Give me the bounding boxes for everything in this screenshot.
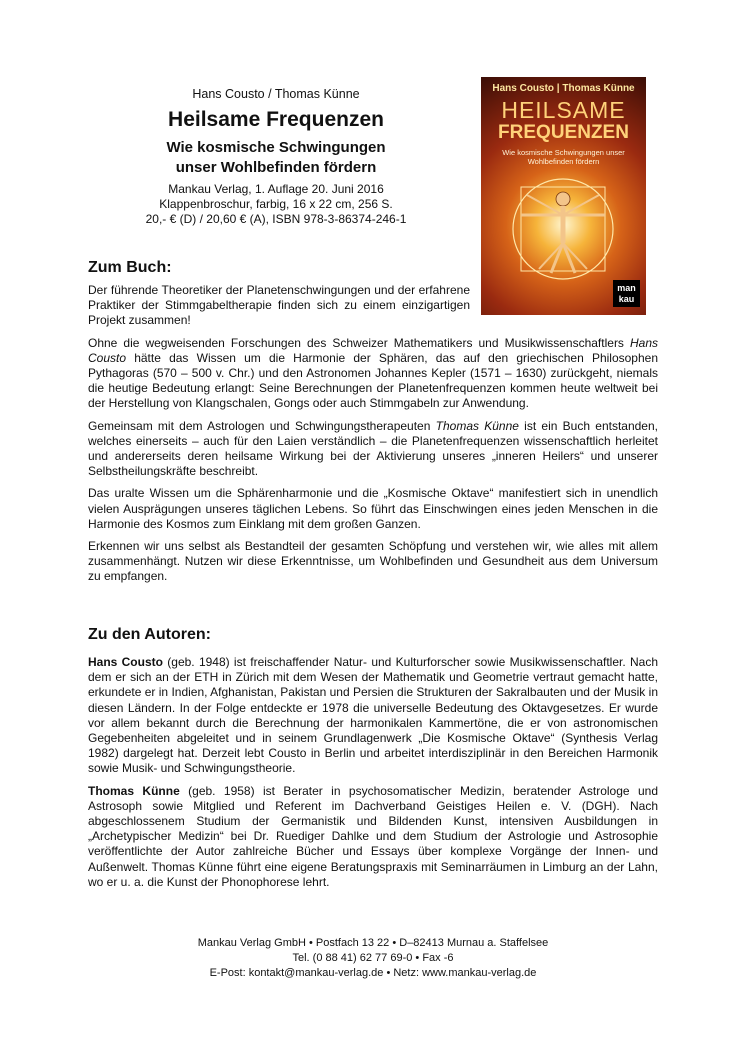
author-text-kuenne: (geb. 1958) ist Berater in psychosomatischer Medizin, beratender Astrologe und Astrosoph sowie Mitglied und Referent im Dachverband Geistiges Heilen e. V. (DGH). Nach abgeschlossenem Studium der Germanistik und Bildenden Kunst, intensiven Ausbildungen in „Archetypischer Medizin“ bei Dr. Ruediger Dahlke und dem Studium der Astrologie und Astrosophie veröffentlichte der Autor zahlreiche Bücher und Essays über komplexe Vorgänge der Innen- und Außenwelt. Thomas Künne führt eine eigene Beratungspraxis mit Seminarräumen in Limburg an der Lahn, wo er u. a. die Kunst der Phonophorese lehrt. bbox=[88, 783, 658, 889]
cover-authors: Hans Cousto | Thomas Künne bbox=[492, 83, 635, 94]
footer-contact: E-Post: kontakt@mankau-verlag.de • Netz: www.mankau-verlag.de bbox=[209, 967, 537, 979]
press-header bbox=[90, 87, 462, 227]
footer-phone: Tel. (0 88 41) 62 77 69-0 • Fax -6 bbox=[292, 952, 454, 964]
pub-price-isbn: 20,- € (D) / 20,60 € (A), ISBN 978-3-86374-246-1 bbox=[145, 212, 407, 226]
book-section bbox=[88, 283, 658, 592]
logo-text-2: kau bbox=[618, 294, 635, 304]
p2-text-a: Ohne die wegweisenden Forschungen des Schweizer Mathematikers und Musikwissenschaftlers bbox=[88, 335, 630, 350]
footer-address: Mankau Verlag GmbH • Postfach 13 22 • D–82413 Murnau a. Staffelsee bbox=[197, 937, 549, 949]
p3-author-name: Thomas Künne bbox=[435, 418, 519, 433]
p2-author-name: Hans Cousto bbox=[88, 335, 658, 365]
vitruvian-man-illustration bbox=[503, 165, 624, 285]
book-subtitle bbox=[90, 138, 462, 178]
cover-title-line-2: FREQUENZEN bbox=[498, 122, 629, 143]
author-bio-kuenne bbox=[88, 784, 658, 890]
author-name-cousto: Hans Cousto bbox=[88, 655, 163, 669]
subtitle-line-1: Wie kosmische Schwingungen bbox=[166, 139, 386, 156]
author-name-kuenne: Thomas Künne bbox=[88, 783, 180, 798]
book-title: Heilsame Frequenzen bbox=[168, 108, 384, 131]
publication-info bbox=[90, 182, 462, 227]
p3-text-a: Gemeinsam mit dem Astrologen und Schwingungstherapeuten bbox=[88, 418, 436, 433]
author-bio-cousto bbox=[88, 655, 658, 777]
book-paragraph-4: Das uralte Wissen um die Sphärenharmonie und die „Kosmische Oktave“ manifestiert sich in unendlich vielen Ausprägungen unseres täglichen Lebens. So führt das Einschwingen eines jeden Menschen in die Harmonie des Kosmos zum Einklang mit dem großen Ganzen. bbox=[88, 486, 658, 531]
publisher-footer bbox=[88, 936, 658, 981]
logo-text-1: man bbox=[617, 283, 636, 293]
book-authors: Hans Cousto / Thomas Künne bbox=[192, 87, 360, 101]
section-heading-authors: Zu den Autoren: bbox=[88, 626, 211, 643]
p3-text-b: ist ein Buch entstanden, welches einerseits – auch für den Laien verständlich – die Planetenfrequenzen wissenschaftlich herleitet und andererseits deren heilsame Wirkung bei der Aktivierung unseres „inneren Heilers“ und unserer Selbstheilungskräfte beschreibt. bbox=[88, 418, 658, 479]
book-paragraph-1: Der führende Theoretiker der Planetenschwingungen und der erfahrene Praktiker der Stimmgabeltherapie finden sich zu einem einzigartigen Projekt zusammen! bbox=[88, 283, 470, 328]
book-paragraph-2 bbox=[88, 336, 658, 412]
subtitle-line-2: unser Wohlbefinden fördern bbox=[175, 159, 377, 176]
section-heading-book: Zum Buch: bbox=[88, 259, 172, 276]
cover-title-line-1: HEILSAME bbox=[501, 97, 626, 123]
book-cover-image bbox=[481, 77, 646, 315]
book-paragraph-3 bbox=[88, 419, 658, 480]
pub-format: Klappenbroschur, farbig, 16 x 22 cm, 256 S. bbox=[159, 197, 393, 211]
pub-publisher-date: Mankau Verlag, 1. Auflage 20. Juni 2016 bbox=[168, 182, 384, 196]
cover-subtitle: Wie kosmische Schwingungen unser Wohlbefinden fördern bbox=[502, 148, 625, 166]
book-paragraph-5: Erkennen wir uns selbst als Bestandteil der gesamten Schöpfung und verstehen wir, wie alles mit allem zusammenhängt. Nutzen wir diese Erkenntnisse, um Wohlbefinden und Gesundheit aus dem Universum zu empfangen. bbox=[88, 539, 658, 584]
author-text-cousto: (geb. 1948) ist freischaffender Natur- und Kulturforscher sowie Musikwissenschaftler. Nach dem er sich an der ETH in Zürich mit dem Wesen der Mathematik und Geometrie vertraut gemacht hatte, erkundete er in Indien, Afghanistan, Pakistan und Persien die Strukturen der Sakralbauten und der Musik in diesen Ländern. In der Folge entdeckte er 1978 die universelle Bedeutung des Oktavgesetzes. Er wurde vor allem bekannt durch die Berechnung der harmonikalen Kammertöne, die er von astronomischen Gegebenheiten abgeleitet und in seinem Grundlagenwerk „Die Kosmische Oktave“ (Synthesis Verlag 1982) dargelegt hat. Derzeit lebt Cousto in Berlin und arbeitet interdisziplinär in den Bereichen Harmonik sowie Musik- und Schwingungstheorie. bbox=[88, 655, 658, 776]
p2-text-b: hätte das Wissen um die Harmonie der Sphären, das auf den griechischen Philosophen Pythagoras (570 – 500 v. Chr.) und den Astronomen Johannes Kepler (1571 – 1630) zurückgeht, niemals die heutige Bedeutung erlangt: Seine Berechnungen der Planetenfrequenzen kommen heute weltweit bei der Herstellung von Klangschalen, Gongs oder auch Stimmgabeln zur Anwendung. bbox=[88, 350, 658, 411]
authors-section bbox=[88, 655, 658, 897]
